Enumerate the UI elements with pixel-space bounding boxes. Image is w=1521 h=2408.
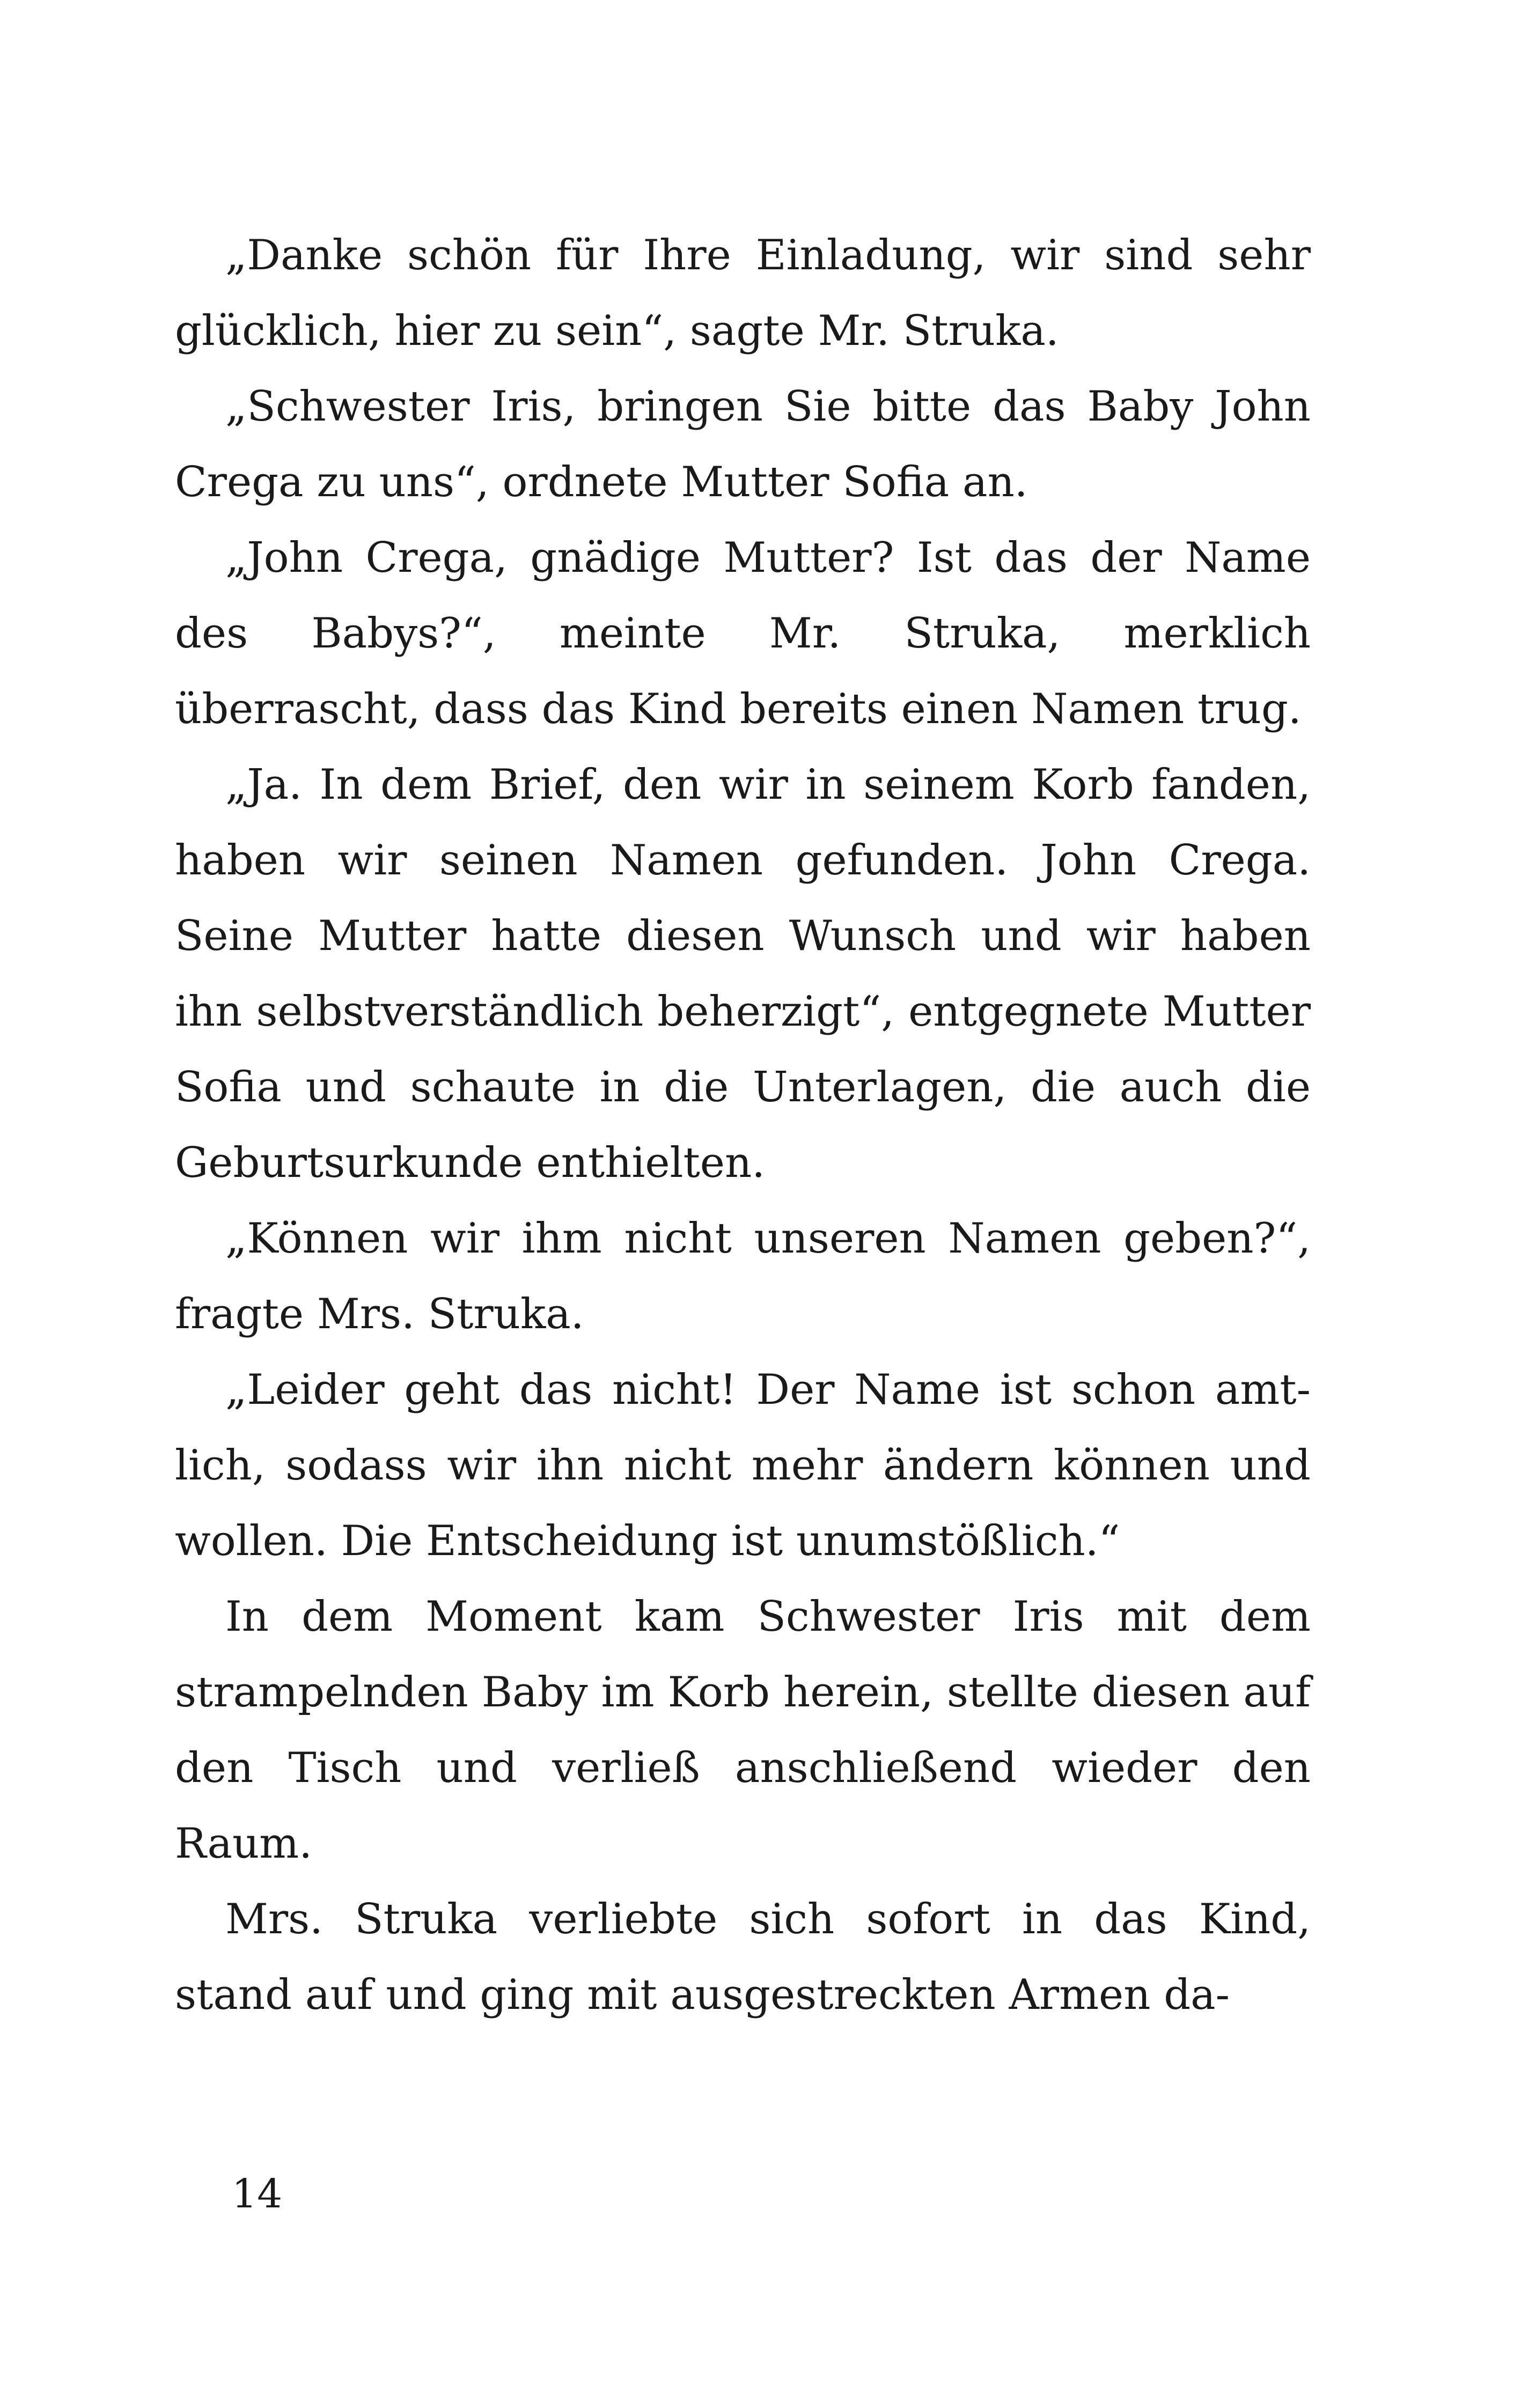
paragraph-2: „Schwester Iris, bringen Sie bitte das Baby John Crega zu uns“, ordnete Mutter Sofia an.	[175, 382, 1311, 506]
paragraph-4: „Ja. In dem Brief, den wir in seinem Korb fanden, haben wir seinen Namen gefunden. John Crega. Seine Mutter hatte diesen Wunsch und wir haben ihn selbstverständlich beherzigt“, entgegnete Mutter Sofia und schaute in die Unterlagen, die auch die Geburtsurkunde enthielten.	[175, 761, 1311, 1187]
paragraph-7: In dem Moment kam Schwester Iris mit dem strampelnden Baby im Korb herein, stellte diesen auf den Tisch und verließ anschließend wieder den Raum.	[175, 1593, 1311, 1868]
page-number: 14	[232, 2171, 283, 2217]
paragraph-8: Mrs. Struka verliebte sich sofort in das Kind, stand auf und ging mit ausgestreckten Armen da-	[175, 1895, 1311, 2019]
body-text	[175, 218, 1311, 2033]
paragraph-3: „John Crega, gnädige Mutter? Ist das der Name des Babys?“, meinte Mr. Struka, merklich überrascht, dass das Kind bereits einen Namen trug.	[175, 534, 1311, 733]
paragraph-5: „Können wir ihm nicht unseren Namen geben?“, fragte Mrs. Struka.	[175, 1214, 1311, 1338]
paragraph-6: „Leider geht das nicht! Der Name ist schon amtlich, sodass wir ihn nicht mehr ändern können und wollen. Die Entscheidung ist unumstößlich.“	[175, 1366, 1311, 1565]
paragraph-1: „Danke schön für Ihre Einladung, wir sind sehr glücklich, hier zu sein“, sagte Mr. Struka.	[175, 231, 1311, 355]
